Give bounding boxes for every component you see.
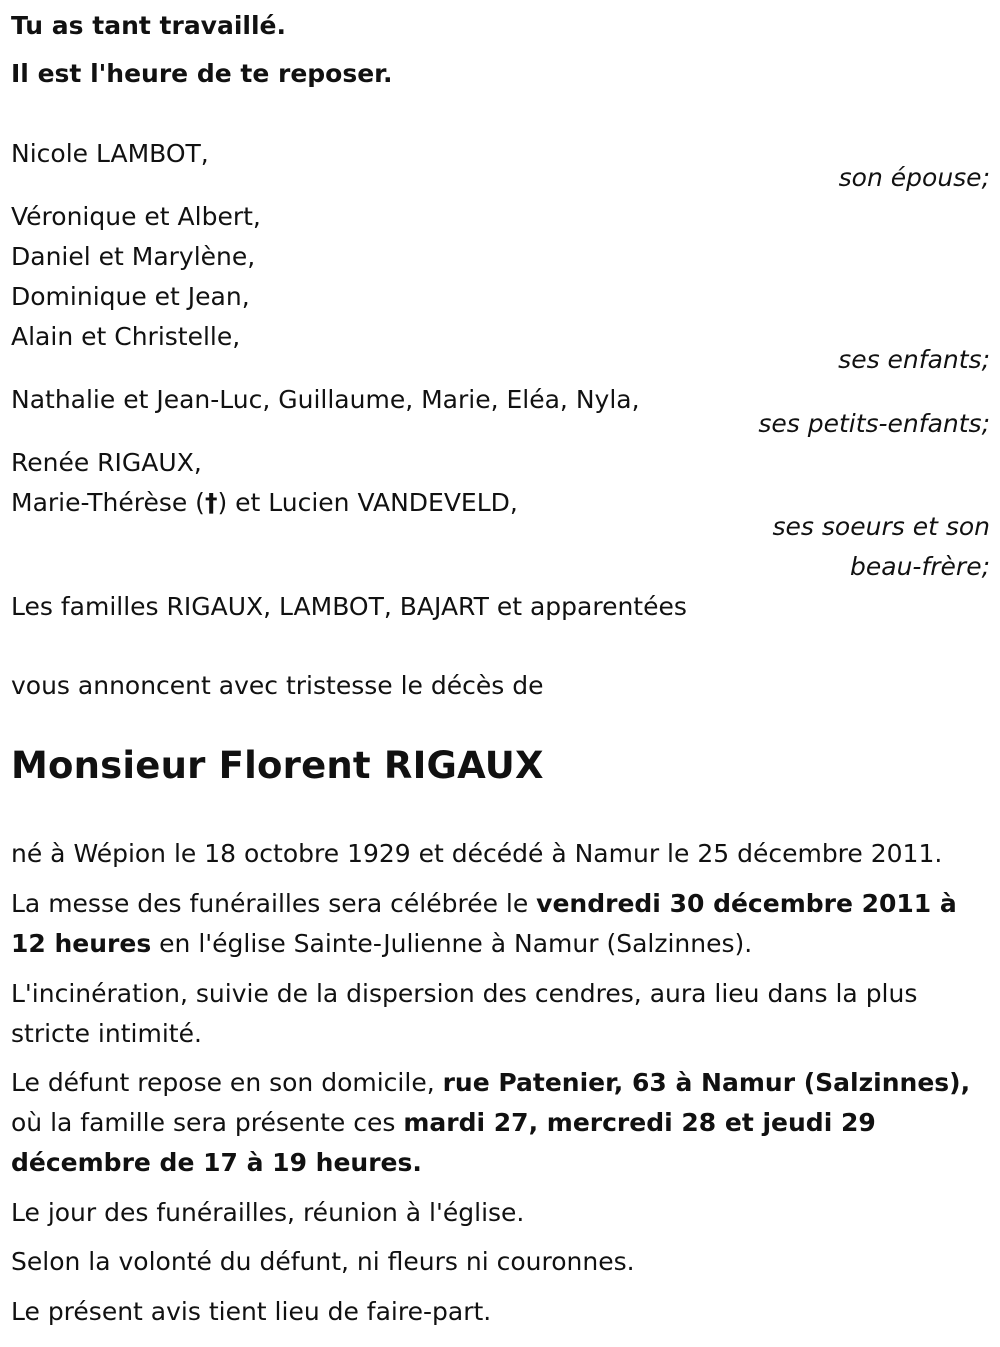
- motto-line-1: Tu as tant travaillé.: [11, 11, 287, 40]
- mass-location: en l'église Sainte-Julienne à Namur (Salzinnes).: [151, 929, 753, 958]
- visitation-paragraph: [11, 1063, 991, 1183]
- mass-intro: La messe des funérailles sera célébrée le: [11, 889, 537, 918]
- child-3: Dominique et Jean,: [11, 282, 250, 311]
- meeting-line: Le jour des funérailles, réunion à l'église.: [11, 1198, 525, 1227]
- siblings-role-line-2: beau-frère;: [850, 552, 990, 581]
- child-2: Daniel et Marylène,: [11, 242, 256, 271]
- cremation-paragraph: L'incinération, suivie de la dispersion des cendres, aura lieu dans la plus stricte intimité.: [11, 979, 918, 1048]
- spouse-role: son épouse;: [838, 163, 990, 192]
- visitation-mid: où la famille sera présente ces: [11, 1108, 404, 1137]
- birth-death-line: né à Wépion le 18 octobre 1929 et décédé à Namur le 25 décembre 2011.: [11, 839, 943, 868]
- deceased-cross-icon: †: [204, 488, 218, 517]
- extended-families: Les familles RIGAUX, LAMBOT, BAJART et apparentées: [11, 592, 687, 621]
- child-4: Alain et Christelle,: [11, 322, 241, 351]
- sibling-2-pre: Marie-Thérèse (: [11, 488, 205, 517]
- visitation-intro: Le défunt repose en son domicile,: [11, 1068, 443, 1097]
- child-1: Véronique et Albert,: [11, 202, 261, 231]
- announcement-line: vous annoncent avec tristesse le décès de: [11, 671, 544, 700]
- grandchildren-names: Nathalie et Jean-Luc, Guillaume, Marie, Eléa, Nyla,: [11, 385, 640, 414]
- visitation-dates: mardi 27, mercredi 28 et jeudi 29 décembre de 17 à 19 heures.: [11, 1108, 876, 1177]
- spouse-name: Nicole LAMBOT,: [11, 139, 209, 168]
- children-role: ses enfants;: [838, 345, 990, 374]
- funeral-mass-paragraph: [11, 884, 991, 964]
- sibling-1: Renée RIGAUX,: [11, 448, 202, 477]
- siblings-role-line-1: ses soeurs et son: [772, 512, 990, 541]
- sibling-2: [11, 483, 518, 523]
- mass-date-time: vendredi 30 décembre 2011 à 12 heures: [11, 889, 957, 958]
- visitation-address: rue Patenier, 63 à Namur (Salzinnes),: [442, 1068, 971, 1097]
- sibling-2-post: ) et Lucien VANDEVELD,: [217, 488, 518, 517]
- deceased-name: Monsieur Florent RIGAUX: [11, 744, 544, 787]
- grandchildren-role: ses petits-enfants;: [758, 409, 990, 438]
- notice-line: Le présent avis tient lieu de faire-part.: [11, 1297, 492, 1326]
- flowers-line: Selon la volonté du défunt, ni fleurs ni couronnes.: [11, 1247, 635, 1276]
- motto-line-2: Il est l'heure de te reposer.: [11, 59, 393, 88]
